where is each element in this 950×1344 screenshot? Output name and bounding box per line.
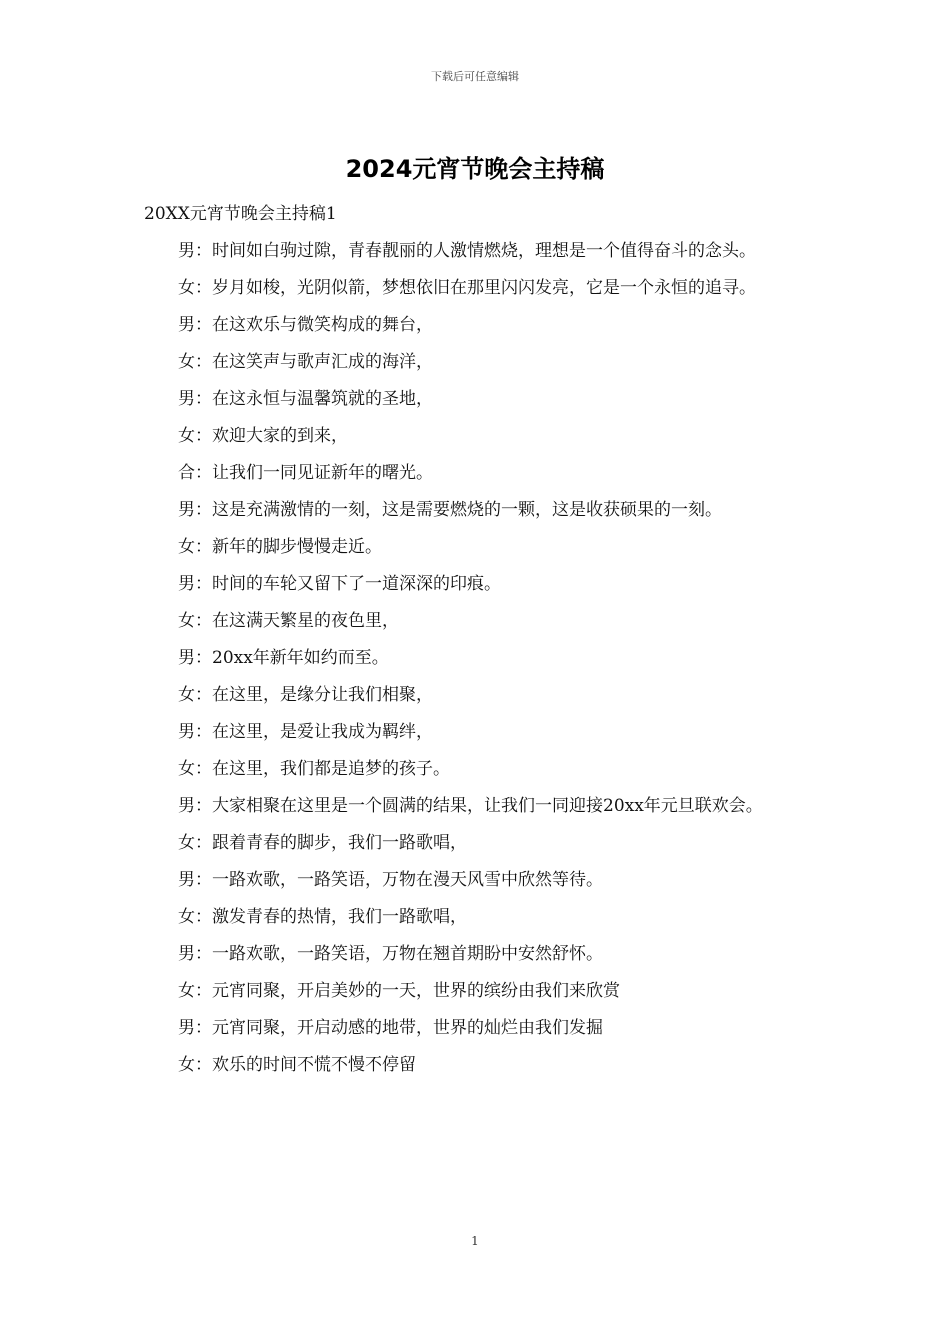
paragraph: 女：欢乐的时间不慌不慢不停留 [178, 1055, 416, 1075]
paragraph: 男：一路欢歌，一路笑语，万物在漫天风雪中欣然等待。 [178, 870, 603, 890]
paragraph: 合：让我们一同见证新年的曙光。 [178, 463, 433, 483]
paragraph: 男：大家相聚在这里是一个圆满的结果，让我们一同迎接20xx年元旦联欢会。 [178, 796, 763, 816]
section-subtitle: 20XX元宵节晚会主持稿1 [144, 204, 337, 224]
paragraph: 男：元宵同聚，开启动感的地带，世界的灿烂由我们发掘 [178, 1018, 603, 1038]
paragraph: 男：时间的车轮又留下了一道深深的印痕。 [178, 574, 501, 594]
paragraph: 男：时间如白驹过隙，青春靓丽的人激情燃烧，理想是一个值得奋斗的念头。 [178, 241, 756, 261]
paragraph: 男：在这里，是爱让我成为羁绊， [178, 722, 433, 742]
paragraph: 女：在这里，我们都是追梦的孩子。 [178, 759, 450, 779]
paragraph: 女：欢迎大家的到来， [178, 426, 348, 446]
paragraph: 女：在这满天繁星的夜色里， [178, 611, 399, 631]
paragraph: 女：激发青春的热情，我们一路歌唱， [178, 907, 467, 927]
paragraph: 女：岁月如梭，光阴似箭，梦想依旧在那里闪闪发亮，它是一个永恒的追寻。 [178, 278, 756, 298]
document-title: 2024元宵节晚会主持稿 [345, 155, 605, 183]
paragraph: 女：元宵同聚，开启美妙的一天，世界的缤纷由我们来欣赏 [178, 981, 620, 1001]
paragraph: 男：在这欢乐与微笑构成的舞台， [178, 315, 433, 335]
paragraph: 女：新年的脚步慢慢走近。 [178, 537, 382, 557]
paragraph: 女：在这里，是缘分让我们相聚， [178, 685, 433, 705]
paragraph: 男：在这永恒与温馨筑就的圣地， [178, 389, 433, 409]
document-body [144, 196, 810, 1084]
page-number: 1 [471, 1234, 479, 1248]
paragraph: 女：跟着青春的脚步，我们一路歌唱， [178, 833, 467, 853]
paragraph: 女：在这笑声与歌声汇成的海洋， [178, 352, 433, 372]
paragraph: 男：一路欢歌，一路笑语，万物在翘首期盼中安然舒怀。 [178, 944, 603, 964]
paragraph: 男：20xx年新年如约而至。 [178, 648, 389, 668]
paragraph: 男：这是充满激情的一刻，这是需要燃烧的一颗，这是收获硕果的一刻。 [178, 500, 722, 520]
page-header: 下载后可任意编辑 [431, 70, 519, 83]
